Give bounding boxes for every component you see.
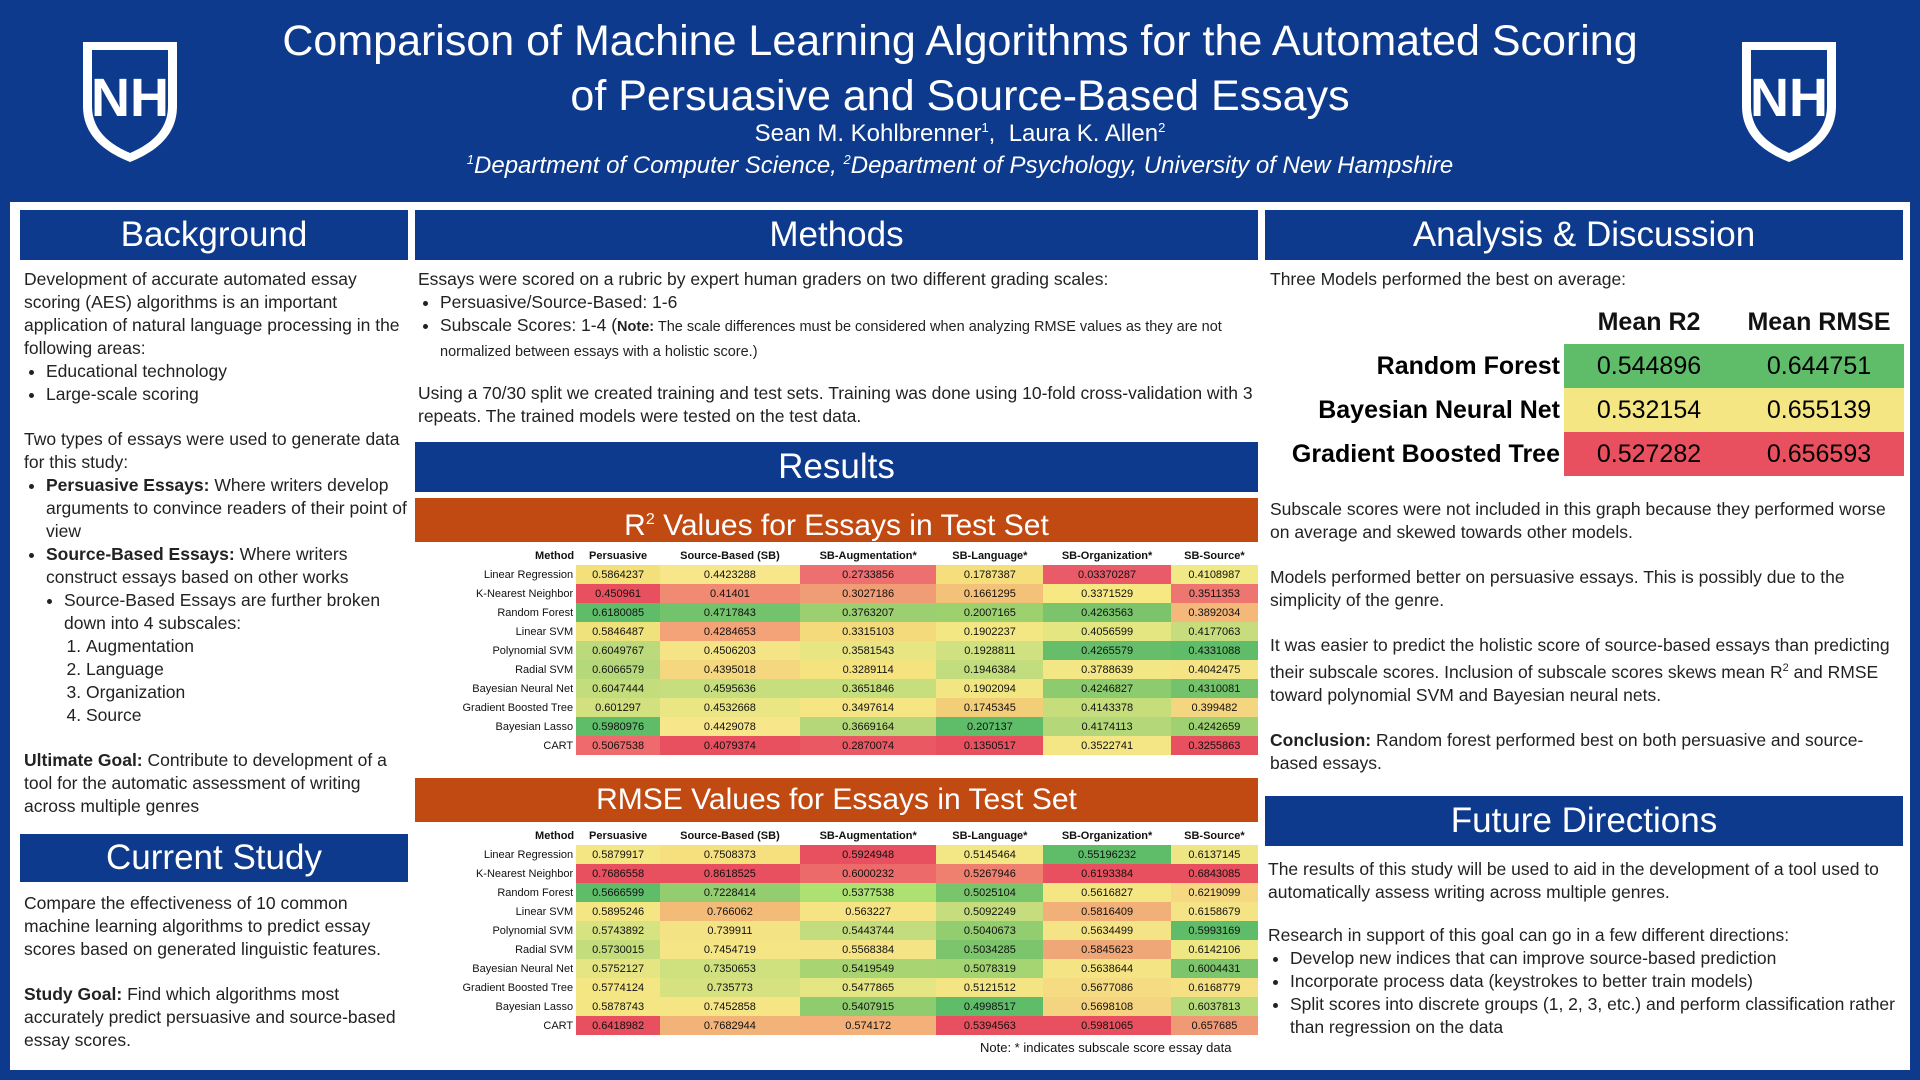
- value-cell: 0.1787387: [936, 565, 1043, 584]
- value-cell: 0.574172: [800, 1016, 937, 1035]
- value-cell: 0.55196232: [1043, 845, 1171, 864]
- value-cell: 0.5025104: [936, 883, 1043, 902]
- value-cell: 0.4143378: [1043, 698, 1171, 717]
- value-cell: 0.5666599: [576, 883, 660, 902]
- column-header: SB-Organization*: [1061, 549, 1153, 562]
- value-cell: 0.4174113: [1043, 717, 1171, 736]
- value-cell: 0.4263563: [1043, 603, 1171, 622]
- background-text: Development of accurate automated essay scoring (AES) algorithms is an important application of natural language processing in the following areas: • Educational technology • Large-scale scoring Two types of essays were used to generate data for this study: • Persuasive Essays: Where writers develop arguments to convince readers of their point of view • Source-Based Essays: Where writers construct essays based on other works • Source-Based Essays are further broken down into 4 subscales: 1. Augmentation 2. Language 3. Organization 4. Source Ultimate Goal: Contribute to development of a tool for the automatic assessment of writing across multiple genres: [24, 268, 414, 818]
- table-row: [420, 1016, 1258, 1035]
- list-item: • Large-scale scoring: [46, 383, 414, 406]
- value-cell: 0.5407915: [800, 997, 937, 1016]
- value-cell: 0.4717843: [660, 603, 800, 622]
- method-cell: Polynomial SVM: [420, 921, 576, 940]
- table-header-row: [420, 546, 1258, 565]
- value-cell: 0.6193384: [1043, 864, 1171, 883]
- value-cell: 0.3788639: [1043, 660, 1171, 679]
- value-cell: 0.6168779: [1171, 978, 1258, 997]
- value-cell: 0.3669164: [800, 717, 937, 736]
- value-cell: 0.6049767: [576, 641, 660, 660]
- value-cell: 0.7452858: [660, 997, 800, 1016]
- methods-text: Essays were scored on a rubric by expert human graders on two different grading scales: • Persuasive/Source-Based: 1-6 • Subscale Scores: 1-4 (Note: The scale differences must be considered when analyzing RMSE values as they are not normalized between essays with a holistic score.) Using a 70/30 split we created training and test sets. Training was done using 10-fold cross-validation with 3 repeats. The trained models were tested on the test data.: [418, 268, 1258, 428]
- method-cell: Bayesian Neural Net: [420, 959, 576, 978]
- value-cell: 0.3651846: [800, 679, 937, 698]
- column-header: SB-Source*: [1184, 549, 1245, 562]
- value-cell: 0.5267946: [936, 864, 1043, 883]
- model-name: Bayesian Neural Net: [1318, 395, 1560, 424]
- value-cell: 0.563227: [800, 902, 937, 921]
- subscales-list: [64, 635, 414, 727]
- value-cell: 0.207137: [936, 717, 1043, 736]
- value-cell: 0.5067538: [576, 736, 660, 755]
- value-cell: 0.5845623: [1043, 940, 1171, 959]
- mean-rmse-value: 0.655139: [1734, 388, 1904, 432]
- table-header-row: [420, 826, 1258, 845]
- value-cell: 0.3289114: [800, 660, 937, 679]
- value-cell: 0.5443744: [800, 921, 937, 940]
- value-cell: 0.4242659: [1171, 717, 1258, 736]
- analysis-intro: Three Models performed the best on average:: [1270, 269, 1627, 289]
- value-cell: 0.7228414: [660, 883, 800, 902]
- value-cell: 0.4079374: [660, 736, 800, 755]
- column-header: SB-Language*: [952, 829, 1028, 842]
- value-cell: 0.5040673: [936, 921, 1043, 940]
- column-header: Source-Based (SB): [680, 549, 780, 562]
- value-cell: 0.41401: [660, 584, 800, 603]
- mean-scores-table: [1272, 300, 1904, 476]
- value-cell: 0.5078319: [936, 959, 1043, 978]
- future-directions-heading: Future Directions: [1265, 796, 1903, 846]
- list-item: • Persuasive/Source-Based: 1-6: [440, 291, 1258, 314]
- list-item: • Source-Based Essays: Where writers construct essays based on other works • Source-Based Essays are further broken down into 4 subscales: 1. Augmentation 2. Language 3. Organization 4. Source: [46, 543, 414, 727]
- table-row: [1272, 432, 1904, 476]
- value-cell: 0.5638644: [1043, 959, 1171, 978]
- value-cell: 0.739911: [660, 921, 800, 940]
- value-cell: 0.5743892: [576, 921, 660, 940]
- value-cell: 0.3371529: [1043, 584, 1171, 603]
- value-cell: 0.5145464: [936, 845, 1043, 864]
- column-header: SB-Source*: [1184, 829, 1245, 842]
- svg-text:NH: NH: [91, 68, 169, 128]
- method-cell: Linear Regression: [420, 845, 576, 864]
- value-cell: 0.4998517: [936, 997, 1043, 1016]
- table-row: [420, 736, 1258, 755]
- value-cell: 0.6000232: [800, 864, 937, 883]
- value-cell: 0.6047444: [576, 679, 660, 698]
- value-cell: 0.1946384: [936, 660, 1043, 679]
- table-row: [1272, 344, 1904, 388]
- value-cell: 0.5878743: [576, 997, 660, 1016]
- mean-r2-header: Mean R2: [1597, 307, 1701, 336]
- list-item: • Split scores into discrete groups (1, 2, 3, etc.) and perform classification rather than regression on the data: [1290, 993, 1908, 1039]
- authors: Sean M. Kohlbrenner$^1$, Laura K. Allen$^2$: [754, 120, 1166, 147]
- value-cell: 0.6158679: [1171, 902, 1258, 921]
- method-cell: Linear SVM: [420, 902, 576, 921]
- value-cell: 0.1928811: [936, 641, 1043, 660]
- method-cell: Bayesian Lasso: [420, 997, 576, 1016]
- value-cell: 0.6037813: [1171, 997, 1258, 1016]
- model-name: Random Forest: [1376, 351, 1560, 380]
- value-cell: 0.4331088: [1171, 641, 1258, 660]
- areas-list: [24, 360, 414, 406]
- value-cell: 0.1661295: [936, 584, 1043, 603]
- value-cell: 0.3315103: [800, 622, 937, 641]
- value-cell: 0.3892034: [1171, 603, 1258, 622]
- list-item: 2. Language: [86, 658, 414, 681]
- table-row: [420, 603, 1258, 622]
- value-cell: 0.5034285: [936, 940, 1043, 959]
- method-cell: Polynomial SVM: [420, 641, 576, 660]
- method-cell: Linear SVM: [420, 622, 576, 641]
- mean-r2-value: 0.527282: [1564, 432, 1734, 476]
- value-cell: 0.3581543: [800, 641, 937, 660]
- value-cell: 0.5864237: [576, 565, 660, 584]
- value-cell: 0.8618525: [660, 864, 800, 883]
- column-header: SB-Language*: [952, 549, 1028, 562]
- table-row: [420, 565, 1258, 584]
- list-item: • Develop new indices that can improve source-based prediction: [1290, 947, 1908, 970]
- mean-rmse-value: 0.644751: [1734, 344, 1904, 388]
- method-cell: Gradient Boosted Tree: [420, 978, 576, 997]
- value-cell: 0.4042475: [1171, 660, 1258, 679]
- list-item: 1. Augmentation: [86, 635, 414, 658]
- analysis-heading: Analysis & Discussion: [1265, 210, 1903, 260]
- value-cell: 0.6137145: [1171, 845, 1258, 864]
- value-cell: 0.5677086: [1043, 978, 1171, 997]
- value-cell: 0.5924948: [800, 845, 937, 864]
- ultimate-goal: Ultimate Goal: Contribute to development of a tool for the automatic assessment of writing across multiple genres: [24, 750, 387, 816]
- value-cell: 0.2007165: [936, 603, 1043, 622]
- value-cell: 0.766062: [660, 902, 800, 921]
- table-row: [420, 584, 1258, 603]
- value-cell: 0.3027186: [800, 584, 937, 603]
- table-row: [420, 679, 1258, 698]
- value-cell: 0.3497614: [800, 698, 937, 717]
- value-cell: 0.5419549: [800, 959, 937, 978]
- column-header: SB-Organization*: [1061, 829, 1153, 842]
- value-cell: 0.1350517: [936, 736, 1043, 755]
- value-cell: 0.5846487: [576, 622, 660, 641]
- value-cell: 0.6142106: [1171, 940, 1258, 959]
- value-cell: 0.5634499: [1043, 921, 1171, 940]
- value-cell: 0.5895246: [576, 902, 660, 921]
- background-heading: Background: [20, 210, 408, 260]
- value-cell: 0.4423288: [660, 565, 800, 584]
- list-item: • Persuasive Essays: Where writers develop arguments to convince readers of their point of view: [46, 474, 414, 543]
- value-cell: 0.7682944: [660, 1016, 800, 1035]
- value-cell: 0.5092249: [936, 902, 1043, 921]
- value-cell: 0.7686558: [576, 864, 660, 883]
- value-cell: 0.2733856: [800, 565, 937, 584]
- table-row: [420, 997, 1258, 1016]
- value-cell: 0.4506203: [660, 641, 800, 660]
- value-cell: 0.6843085: [1171, 864, 1258, 883]
- value-cell: 0.3511353: [1171, 584, 1258, 603]
- table-row: [420, 660, 1258, 679]
- poster-title: Comparison of Machine Learning Algorithms for the Automated Scoring of Persuasive and Source-Based Essays: [282, 17, 1638, 120]
- table-row: [420, 959, 1258, 978]
- method-cell: Gradient Boosted Tree: [420, 698, 576, 717]
- value-cell: 0.5981065: [1043, 1016, 1171, 1035]
- table-row: [420, 978, 1258, 997]
- method-cell: CART: [420, 736, 576, 755]
- value-cell: 0.7350653: [660, 959, 800, 978]
- value-cell: 0.4246827: [1043, 679, 1171, 698]
- value-cell: 0.5730015: [576, 940, 660, 959]
- value-cell: 0.735773: [660, 978, 800, 997]
- method-cell: Radial SVM: [420, 940, 576, 959]
- value-cell: 0.5993169: [1171, 921, 1258, 940]
- table-row: [420, 845, 1258, 864]
- value-cell: 0.4108987: [1171, 565, 1258, 584]
- value-cell: 0.5121512: [936, 978, 1043, 997]
- value-cell: 0.4310081: [1171, 679, 1258, 698]
- value-cell: 0.657685: [1171, 1016, 1258, 1035]
- value-cell: 0.4429078: [660, 717, 800, 736]
- rmse-table-heading: RMSE Values for Essays in Test Set: [415, 778, 1258, 822]
- column-header: SB-Augmentation*: [819, 829, 917, 842]
- value-cell: 0.6418982: [576, 1016, 660, 1035]
- value-cell: 0.4284653: [660, 622, 800, 641]
- method-cell: CART: [420, 1016, 576, 1035]
- value-cell: 0.5980976: [576, 717, 660, 736]
- methods-heading: Methods: [415, 210, 1258, 260]
- r2-results-table: [420, 546, 1258, 755]
- poster-header: [0, 0, 1920, 200]
- mean-rmse-value: 0.656593: [1734, 432, 1904, 476]
- table-row: [1272, 388, 1904, 432]
- table-row: [420, 883, 1258, 902]
- column-header: Persuasive: [589, 549, 648, 562]
- value-cell: 0.2870074: [800, 736, 937, 755]
- value-cell: 0.5698108: [1043, 997, 1171, 1016]
- column-header: Source-Based (SB): [680, 829, 780, 842]
- value-cell: 0.4532668: [660, 698, 800, 717]
- analysis-text: Subscale scores were not included in this graph because they performed worse on average and skewed towards other models. Models performed better on persuasive essays. This is possibly due to the simplicity of the genre. It was easier to predict the holistic score of source-based essays than predicting their subscale scores. Inclusion of subscale scores skews mean $R^2$ and RMSE toward polynomial SVM and Bayesian neural nets. Conclusion: Random forest performed best on both persuasive and source-based essays.: [1270, 499, 1890, 773]
- mean-rmse-header: Mean RMSE: [1747, 307, 1891, 336]
- method-cell: Random Forest: [420, 603, 576, 622]
- method-cell: K-Nearest Neighbor: [420, 584, 576, 603]
- method-cell: Bayesian Neural Net: [420, 679, 576, 698]
- table-row: [420, 717, 1258, 736]
- table-row: [420, 622, 1258, 641]
- value-cell: 0.03370287: [1043, 565, 1171, 584]
- value-cell: 0.6066579: [576, 660, 660, 679]
- column-header: Method: [535, 549, 575, 562]
- value-cell: 0.5879917: [576, 845, 660, 864]
- value-cell: 0.1902094: [936, 679, 1043, 698]
- value-cell: 0.5816409: [1043, 902, 1171, 921]
- r2-table-heading: $R^2$ Values for Essays in Test Set: [415, 498, 1258, 542]
- rmse-results-table: [420, 826, 1258, 1035]
- value-cell: 0.4177063: [1171, 622, 1258, 641]
- value-cell: 0.399482: [1171, 698, 1258, 717]
- value-cell: 0.5616827: [1043, 883, 1171, 902]
- value-cell: 0.6219099: [1171, 883, 1258, 902]
- value-cell: 0.450961: [576, 584, 660, 603]
- table-row: [420, 864, 1258, 883]
- mean-r2-value: 0.532154: [1564, 388, 1734, 432]
- value-cell: 0.6180085: [576, 603, 660, 622]
- value-cell: 0.5377538: [800, 883, 937, 902]
- column-header: Method: [535, 829, 575, 842]
- value-cell: 0.1745345: [936, 698, 1043, 717]
- value-cell: 0.3763207: [800, 603, 937, 622]
- method-cell: Bayesian Lasso: [420, 717, 576, 736]
- value-cell: 0.3522741: [1043, 736, 1171, 755]
- svg-text:NH: NH: [1750, 68, 1828, 128]
- list-item: • Source-Based Essays are further broken down into 4 subscales: 1. Augmentation 2. Language 3. Organization 4. Source: [64, 589, 414, 727]
- value-cell: 0.4056599: [1043, 622, 1171, 641]
- model-name: Gradient Boosted Tree: [1291, 439, 1560, 468]
- list-item: • Educational technology: [46, 360, 414, 383]
- value-cell: 0.4395018: [660, 660, 800, 679]
- value-cell: 0.601297: [576, 698, 660, 717]
- value-cell: 0.4265579: [1043, 641, 1171, 660]
- column-header: SB-Augmentation*: [819, 549, 917, 562]
- table-row: [420, 902, 1258, 921]
- table-row: [420, 641, 1258, 660]
- current-study-text: Compare the effectiveness of 10 common machine learning algorithms to predict essay scores based on generated linguistic features. Study Goal: Find which algorithms most accurately predict persuasive and source-based essay scores.: [24, 893, 396, 1050]
- current-study-heading: Current Study: [20, 834, 408, 882]
- value-cell: 0.5752127: [576, 959, 660, 978]
- essay-types-list: [24, 474, 414, 727]
- results-heading: Results: [415, 442, 1258, 492]
- value-cell: 0.5774124: [576, 978, 660, 997]
- future-directions-text: The results of this study will be used to aid in the development of a tool used to automatically assess writing across multiple genres. Research in support of this goal can go in a few different directions: • Develop new indices that can improve source-based prediction • Incorporate process data (keystrokes to better train models) • Split scores into discrete groups (1, 2, 3, etc.) and perform classification rather than regression on the data: [1268, 858, 1908, 1039]
- method-cell: Linear Regression: [420, 565, 576, 584]
- value-cell: 0.6004431: [1171, 959, 1258, 978]
- list-item: • Incorporate process data (keystrokes to better train models): [1290, 970, 1908, 993]
- list-item: • Subscale Scores: 1-4 (Note: The scale differences must be considered when analyzing RMSE values as they are not normalized between essays with a holistic score.): [440, 314, 1258, 364]
- affiliations: $^1$Department of Computer Science, $^2$Department of Psychology, University of New Hampshire: [466, 152, 1454, 179]
- asterisk-note: Note: * indicates subscale score essay data: [980, 1040, 1232, 1055]
- method-cell: K-Nearest Neighbor: [420, 864, 576, 883]
- method-cell: Random Forest: [420, 883, 576, 902]
- value-cell: 0.7454719: [660, 940, 800, 959]
- column-header: Persuasive: [589, 829, 648, 842]
- value-cell: 0.4595636: [660, 679, 800, 698]
- table-row: [420, 921, 1258, 940]
- value-cell: 0.3255863: [1171, 736, 1258, 755]
- value-cell: 0.5568384: [800, 940, 937, 959]
- method-cell: Radial SVM: [420, 660, 576, 679]
- list-item: 3. Organization: [86, 681, 414, 704]
- table-row: [420, 940, 1258, 959]
- table-row: [420, 698, 1258, 717]
- mean-r2-value: 0.544896: [1564, 344, 1734, 388]
- poster-body: [10, 202, 1910, 1070]
- value-cell: 0.5394563: [936, 1016, 1043, 1035]
- list-item: 4. Source: [86, 704, 414, 727]
- value-cell: 0.7508373: [660, 845, 800, 864]
- table-header-row: [1272, 300, 1904, 344]
- value-cell: 0.5477865: [800, 978, 937, 997]
- value-cell: 0.1902237: [936, 622, 1043, 641]
